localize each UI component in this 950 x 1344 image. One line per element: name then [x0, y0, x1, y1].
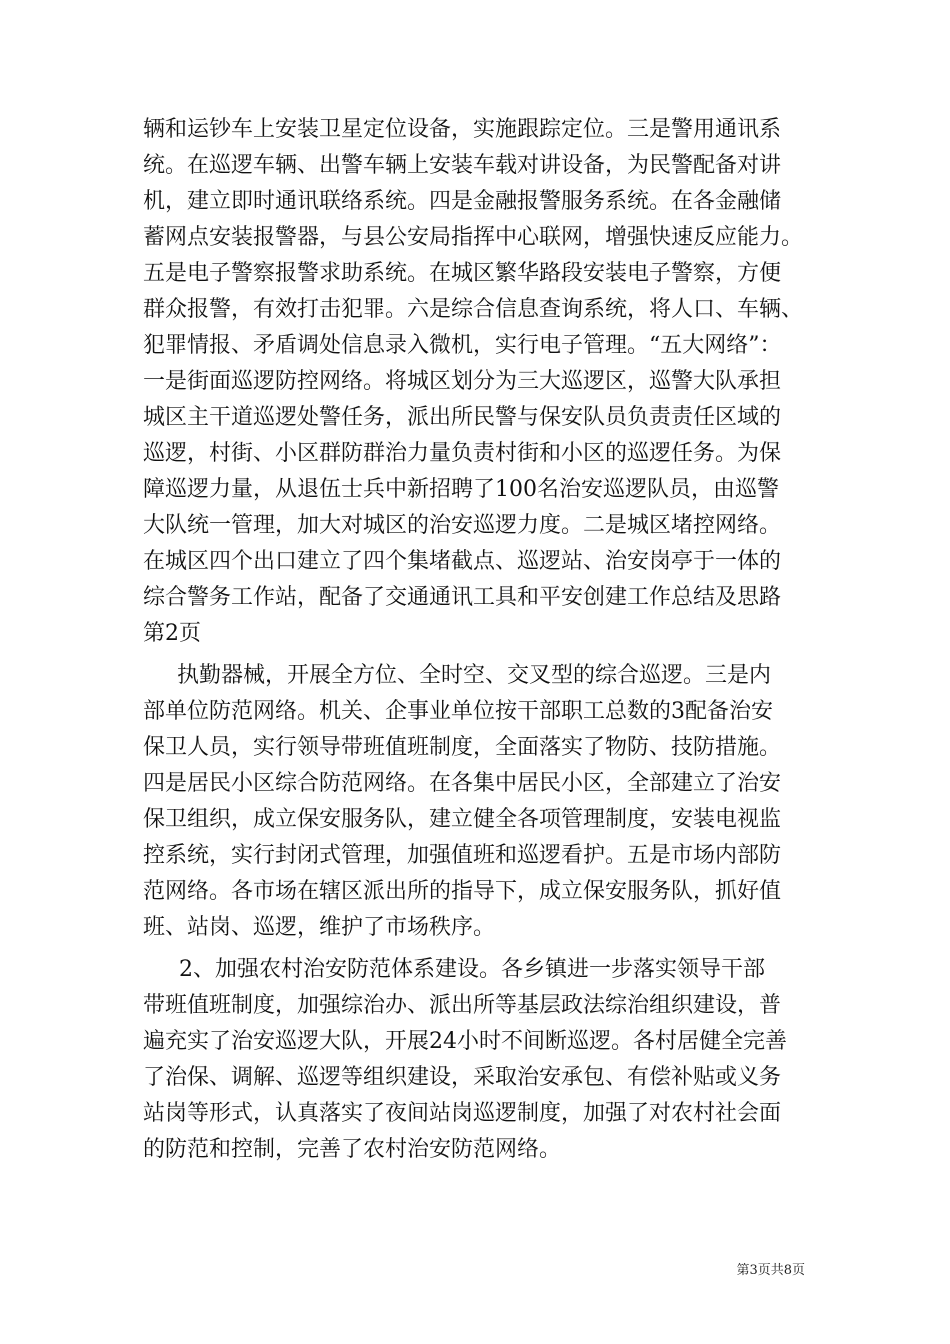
text-line: 保卫组织，成立保安服务队，建立健全各项管理制度，安装电视监 — [143, 807, 782, 832]
text-line: 一是街面巡逻防控网络。将城区划分为三大巡逻区，巡警大队承担 — [143, 369, 782, 394]
text-line: 辆和运钞车上安装卫星定位设备，实施跟踪定位。三是警用通讯系 — [143, 117, 782, 142]
text-line: 障巡逻力量，从退伍士兵中新招聘了100名治安巡逻队员，由巡警 — [143, 477, 779, 502]
text-line: 保卫人员，实行领导带班值班制度，全面落实了物防、技防措施。 — [143, 735, 782, 760]
paragraph-3 — [143, 952, 823, 1168]
text-line: 2、加强农村治安防范体系建设。各乡镇进一步落实领导干部 — [179, 957, 765, 982]
text-line: 群众报警，有效打击犯罪。六是综合信息查询系统，将人口、车辆、 — [143, 297, 804, 322]
text-line: 站岗等形式，认真落实了夜间站岗巡逻制度，加强了对农村社会面 — [143, 1101, 782, 1126]
text-line: 四是居民小区综合防范网络。在各集中居民小区，全部建立了治安 — [143, 771, 782, 796]
document-body — [143, 112, 823, 1168]
text-line: 巡逻，村街、小区群防群治力量负责村街和小区的巡逻任务。为保 — [143, 441, 782, 466]
text-line: 带班值班制度，加强综治办、派出所等基层政法综治组织建设，普 — [143, 993, 782, 1018]
page-number-footer: 第3页共8页 — [736, 1263, 805, 1278]
text-line: 的防范和控制，完善了农村治安防范网络。 — [143, 1137, 562, 1162]
text-line: 五是电子警察报警求助系统。在城区繁华路段安装电子警察，方便 — [143, 261, 782, 286]
text-line: 大队统一管理，加大对城区的治安巡逻力度。二是城区堵控网络。 — [143, 513, 782, 538]
text-line: 城区主干道巡逻处警任务，派出所民警与保安队员负责责任区域的 — [143, 405, 782, 430]
text-line: 班、站岗、巡逻，维护了市场秩序。 — [143, 915, 496, 940]
text-line: 执勤器械，开展全方位、全时空、交叉型的综合巡逻。三是内 — [177, 663, 772, 688]
text-line: 遍充实了治安巡逻大队，开展24小时不间断巡逻。各村居健全完善 — [143, 1029, 787, 1054]
paragraph-1 — [143, 112, 823, 652]
text-line: 蓄网点安装报警器，与县公安局指挥中心联网，增强快速反应能力。 — [143, 225, 804, 250]
text-line: 了治保、调解、巡逻等组织建设，采取治安承包、有偿补贴或义务 — [143, 1065, 782, 1090]
text-line: 在城区四个出口建立了四个集堵截点、巡逻站、治安岗亭于一体的 — [143, 549, 782, 574]
paragraph-2 — [143, 658, 823, 946]
text-line: 控系统，实行封闭式管理，加强值班和巡逻看护。五是市场内部防 — [143, 843, 782, 868]
text-line: 统。在巡逻车辆、出警车辆上安装车载对讲设备，为民警配备对讲 — [143, 153, 782, 178]
text-line: 范网络。各市场在辖区派出所的指导下，成立保安服务队，抓好值 — [143, 879, 782, 904]
text-line: 综合警务工作站，配备了交通通讯工具和平安创建工作总结及思路 — [143, 585, 782, 610]
text-line: 部单位防范网络。机关、企事业单位按干部职工总数的3配备治安 — [143, 699, 773, 724]
text-line: 机，建立即时通讯联络系统。四是金融报警服务系统。在各金融储 — [143, 189, 782, 214]
page-marker: 第2页 — [143, 621, 201, 646]
text-line: 犯罪情报、矛盾调处信息录入微机，实行电子管理。“五大网络”： — [143, 333, 782, 358]
